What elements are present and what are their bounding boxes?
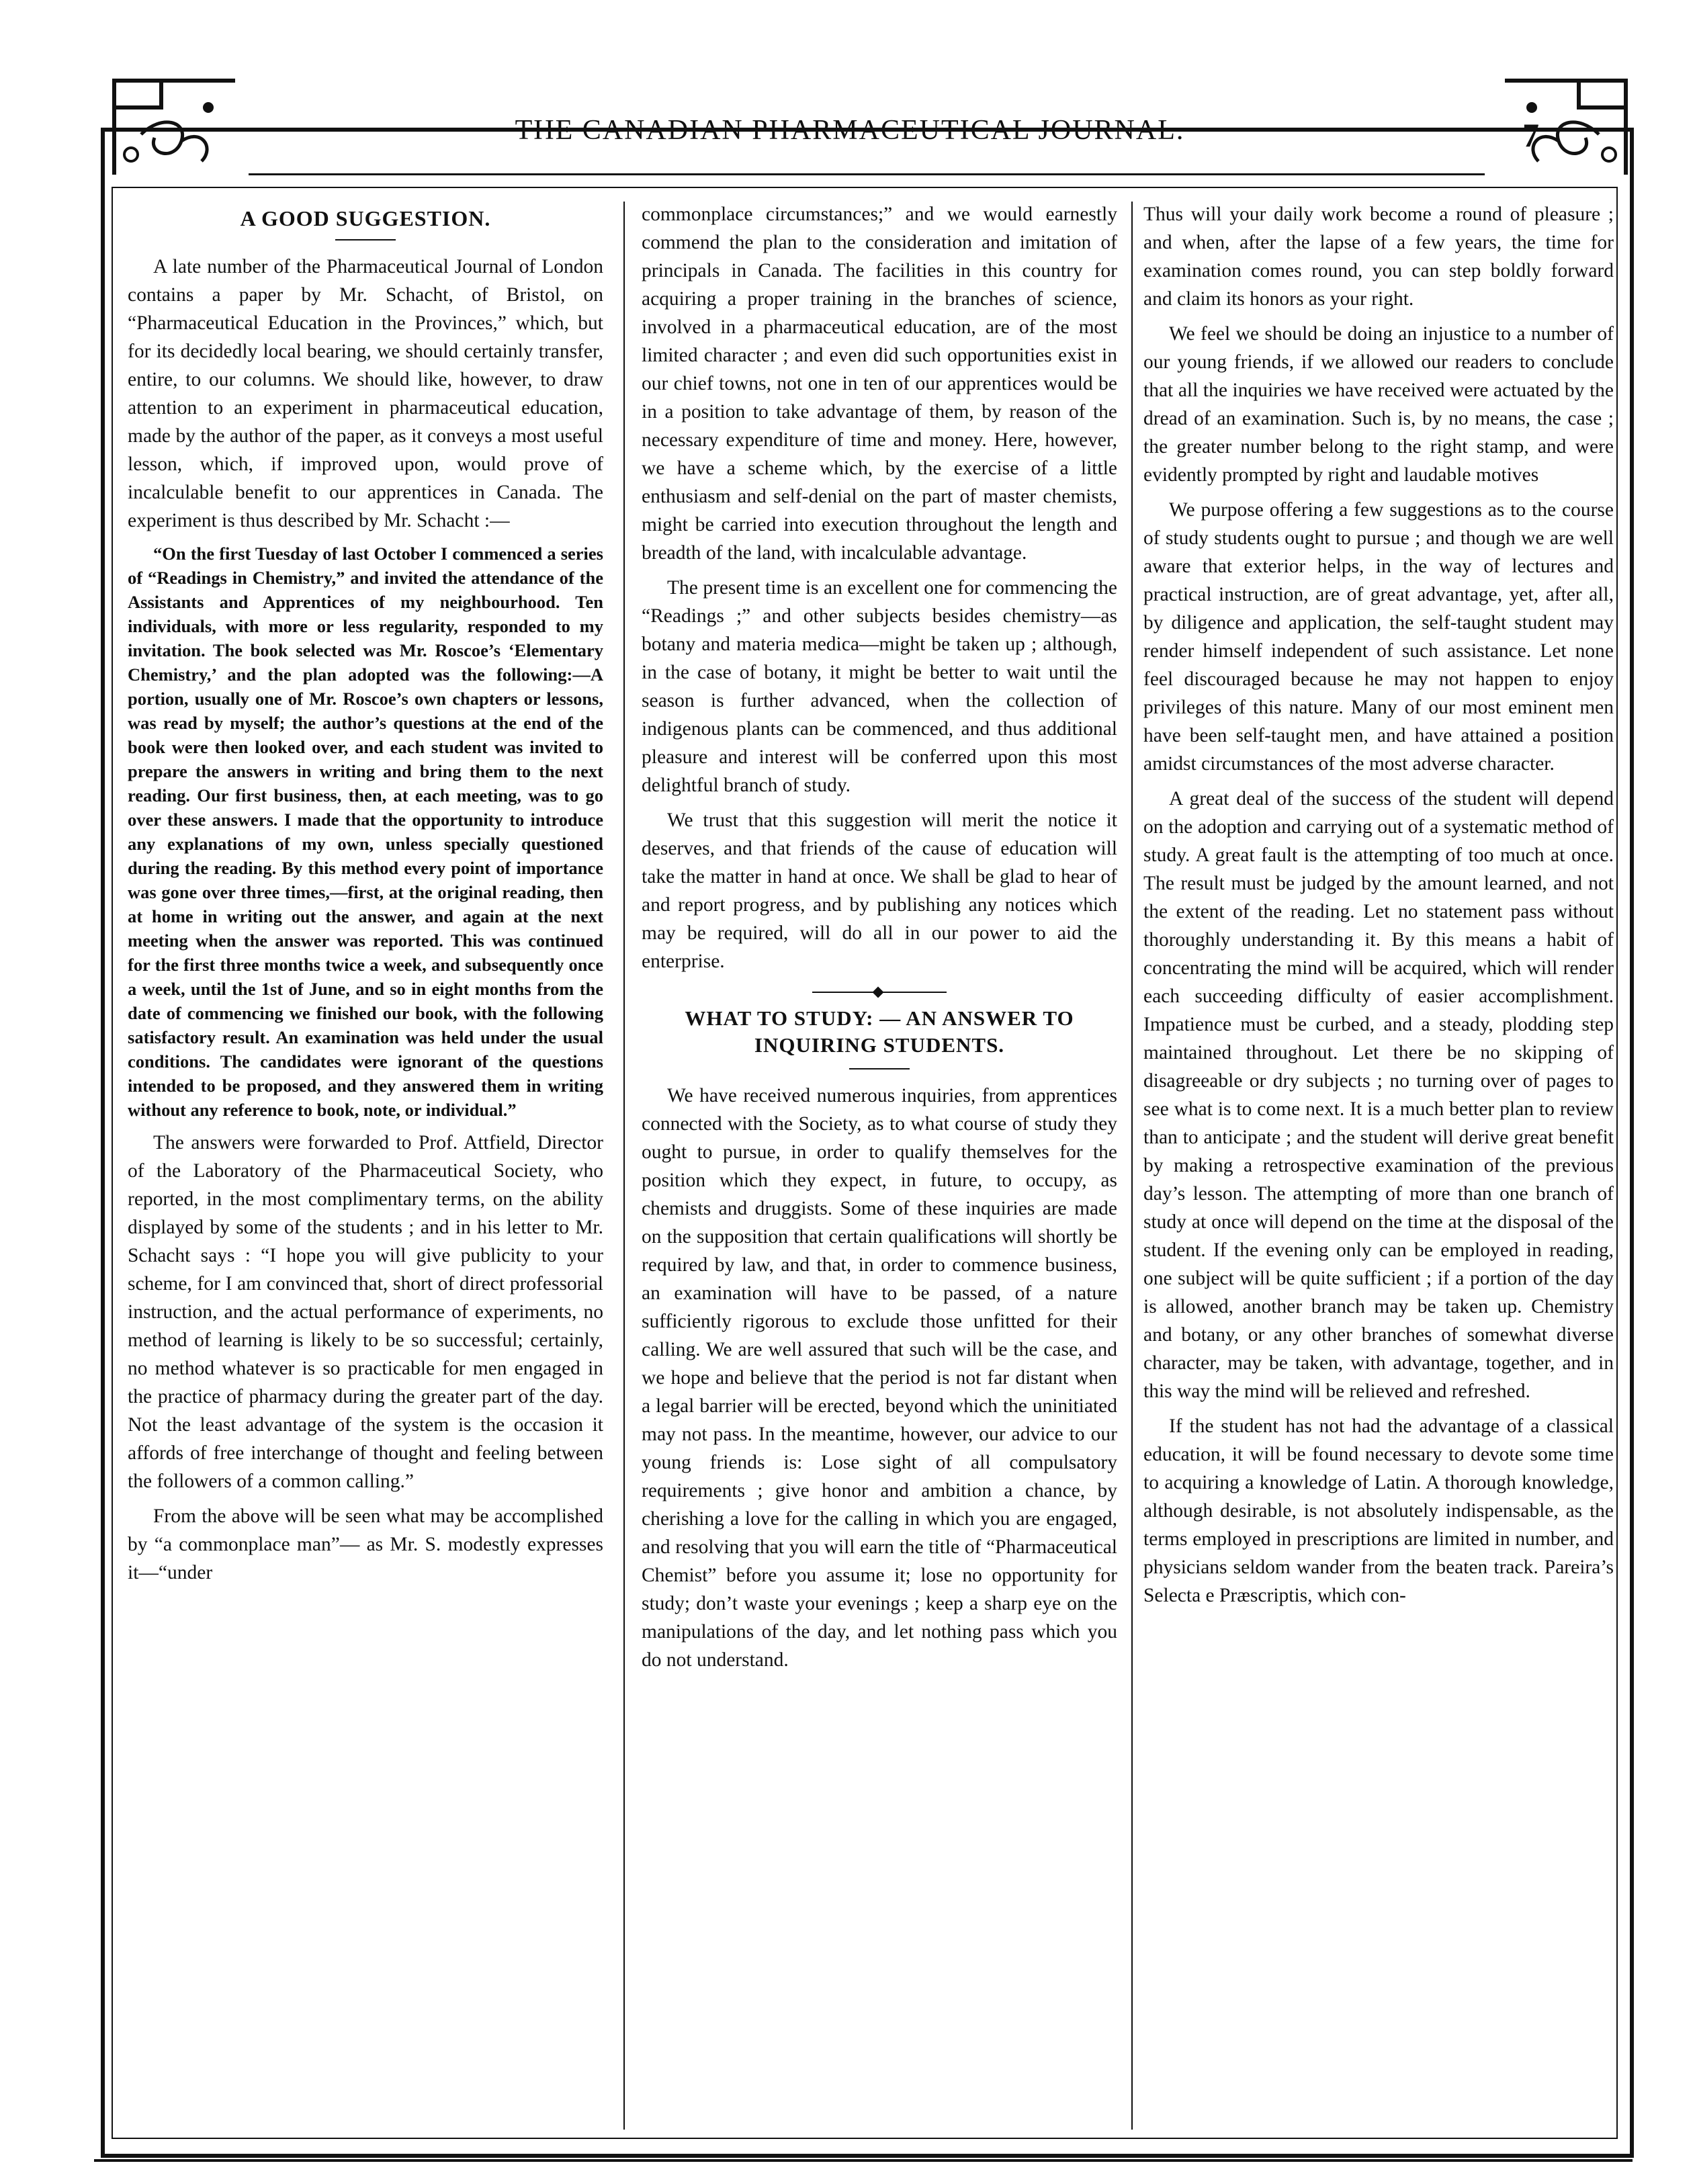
corner-ornament-right-icon xyxy=(1498,67,1639,181)
title-rule xyxy=(849,1068,910,1069)
paragraph: If the student has not had the advantage of a classical education, it will be found necessary to devote some time to acquiring a knowledge of Latin. A thorough knowledge, although desirable, is not absolutely indispensable, as the terms employed in prescriptions are limited in number, and physicians seldom wander from the beaten track. Pareira’s Selecta e Præscriptis, which con- xyxy=(1143,1415,1614,1606)
corner-ornament-left-icon xyxy=(101,67,242,181)
article-title-good-suggestion: A GOOD SUGGESTION. xyxy=(240,206,491,230)
paragraph: A late number of the Pharmaceutical Journal of London contains a paper by Mr. Schacht, of Bristol, on “Pharmaceutical Education in the Provinces,” which, but for its decidedly local bearing, we should certainly transfer, entire, to our columns. We should like, however, to draw attention to an experiment in pharmaceutical education, made by the author of the paper, as it conveys a most useful lesson, which, if improved upon, would prove of incalculable benefit to our apprentices in Canada. The experiment is thus described by Mr. Schacht :— xyxy=(128,256,603,531)
header-rule xyxy=(249,173,1485,175)
column-separator xyxy=(1131,202,1133,2130)
column-separator xyxy=(623,202,625,2130)
paragraph: We trust that this suggestion will merit the notice it deserves, and that friends of the cause of education will take the matter in hand at once. We shall be glad to hear of and report progress, and by publishing any notices which may be required, will do all in our power to aid the enterprise. xyxy=(642,810,1117,972)
paragraph: We have received numerous inquiries, from apprentices connected with the Society, as to what course of study they ought to pursue, in order to qualify themselves for the position which they expect, in future, to occupy, as chemists and druggists. Some of these inquiries are made on the supposition that certain qualifications will shortly be required by law, and that, in order to commence business, an examination will have to be passed, of a nature sufficiently rigorous to exclude those unfitted for their calling. We are well assured that such will be the case, and we hope and believe that the period is not far distant when a legal barrier will be erected, beyond which the uninitiated may not pass. In the meantime, however, our advice to our young friends is: Lose sight of all compulsatory requirements ; give honor and ambition a chance, by cherishing a love for the calling in which you are engaged, and resolving that you will earn the title of “Pharmaceutical Chemist” before you assume it; lose no opportunity for study; don’t waste your evenings ; keep a sharp eye on the manipulations of the day, and let nothing pass which you do not understand. xyxy=(642,1085,1117,1671)
paragraph: Thus will your daily work become a round of pleasure ; and when, after the lapse of a few years, the time for examination comes round, you can step boldly forward and claim its honors as your right. xyxy=(1143,204,1614,310)
paragraph: The answers were forwarded to Prof. Attfield, Director of the Laboratory of the Pharmaceutical Society, who reported, in the most complimentary terms, on the ability displayed by some of the students ; and in his letter to Mr. Schacht says : “I hope you will give publicity to your scheme, for I am convinced that, short of direct professorial instruction, and the actual performance of experiments, no method of learning is likely to be so successful; certainly, no method whatever is so practicable for men engaged in the practice of pharmacy during the greater part of the day. Not the least advantage of the system is the occasion it affords of free interchange of thought and feeling between the followers of a common calling.” xyxy=(128,1132,603,1492)
page-number: 7 xyxy=(1522,116,1539,154)
section-title-line: WHAT TO STUDY: — AN ANSWER TO xyxy=(685,1006,1074,1030)
page-border-bottom-rule xyxy=(94,2159,1633,2162)
column-2 xyxy=(642,200,1117,2135)
quoted-paragraph: “On the first Tuesday of last October I commenced a series of “Readings in Chemistry,” and invited the attendance of the Assistants and Apprentices of my neighbourhood. Ten individuals, with more or less regularity, responded to my invitation. The book selected was Mr. Roscoe’s ‘Elementary Chemistry,’ and the plan adopted was the following:—A portion, usually one of Mr. Roscoe’s own chapters or lessons, was read by myself; the author’s questions at the end of the book were then looked over, and each student was invited to prepare the answers in writing and bring them to the next reading. Our first business, then, at each meeting, was to go over these answers. I made that the opportunity to introduce any explanations of my own, unless specially questioned during the reading. By this method every point of importance was gone over three times,—first, at the original reading, then at home in writing out the answer, and again at the next meeting when the answer was reported. This was continued for the first three months twice a week, and subsequently once a week, until the 1st of June, and so in eight months from the date of commencing we finished our book, with the following satisfactory result. An examination was held under the usual conditions. The candidates were ignorant of the questions intended to be proposed, and they answered them in writing without any reference to book, note, or individual.” xyxy=(128,543,603,1120)
title-rule xyxy=(335,239,396,241)
section-divider xyxy=(812,992,947,993)
paragraph: We feel we should be doing an injustice to a number of our young friends, if we allowed our readers to conclude that all the inquiries we have received were actuated by the dread of an examination. Such is, by no means, the case ; the greater number belong to the right stamp, and were evidently prompted by right and laudable motives xyxy=(1143,323,1614,486)
article-title-what-to-study xyxy=(642,1005,1117,1059)
journal-header-title: THE CANADIAN PHARMACEUTICAL JOURNAL. xyxy=(515,115,1185,146)
column-1 xyxy=(128,200,603,2135)
paragraph: We purpose offering a few suggestions as to the course of study students ought to pursue ; and though we are well aware that exterior helps, in the way of lectures and practical instruction, are of great advantage, yet, after all, by diligence and application, the self-taught student may render himself independent of such assistance. Let none feel discouraged because he may not happen to enjoy privileges of this nature. Many of our most eminent men have been self-taught men, and have attained a position amidst circumstances of the most adverse character. xyxy=(1143,499,1614,775)
paragraph: A great deal of the success of the student will depend on the adoption and carrying out of a systematic method of study. A great fault is the attempting of too much at once. The result must be judged by the amount learned, and not the extent of the reading. Let no statement pass without thoroughly understanding it. By this means a habit of concentrating the mind will be acquired, which will render each succeeding difficulty of easier accomplishment. Impatience must be curbed, and a steady, plodding step maintained throughout. Let there be no skipping of disagreeable or dry subjects ; no turning over of pages to see what is to come next. It is a much better plan to review than to anticipate ; and the student will derive great benefit by making a retrospective examination of the previous day’s lesson. The attempting of more than one branch of study at once will depend on the time at the disposal of the student. If the evening only can be employed in reading, one subject will be quite sufficient ; if a portion of the day is allowed, another branch may be taken up. Chemistry and botany, or any other branches of somewhat diverse character, may be taken, with advantage, together, and in this way the mind will be relieved and refreshed. xyxy=(1143,788,1614,1402)
paragraph: commonplace circumstances;” and we would earnestly commend the plan to the consideration and imitation of principals in Canada. The facilities in this country for acquiring a proper training in the branches of science, involved in a pharmaceutical education, are of the most limited character ; and even did such opportunities exist in our chief towns, not one in ten of our apprentices would be in a position to take advantage of them, by reason of the necessary expenditure of time and money. Here, however, we have a scheme which, by the exercise of a little enthusiasm and self-denial on the part of master chemists, might be carried into execution throughout the length and breadth of the land, with incalculable advantage. xyxy=(642,204,1117,564)
paragraph: The present time is an excellent one for commencing the “Readings ;” and other subjects besides chemistry—as botany and materia medica—might be taken up ; although, in the case of botany, it might be better to wait until the season is further advanced, when the collection of indigenous plants can be commenced, and thus additional pleasure and interest will be conferred upon this most delightful branch of study. xyxy=(642,577,1117,796)
paragraph: From the above will be seen what may be accomplished by “a commonplace man”— as Mr. S. modestly expresses it—“under xyxy=(128,1505,603,1583)
section-title-line: INQUIRING STUDENTS. xyxy=(754,1033,1005,1057)
column-3 xyxy=(1143,200,1614,2135)
